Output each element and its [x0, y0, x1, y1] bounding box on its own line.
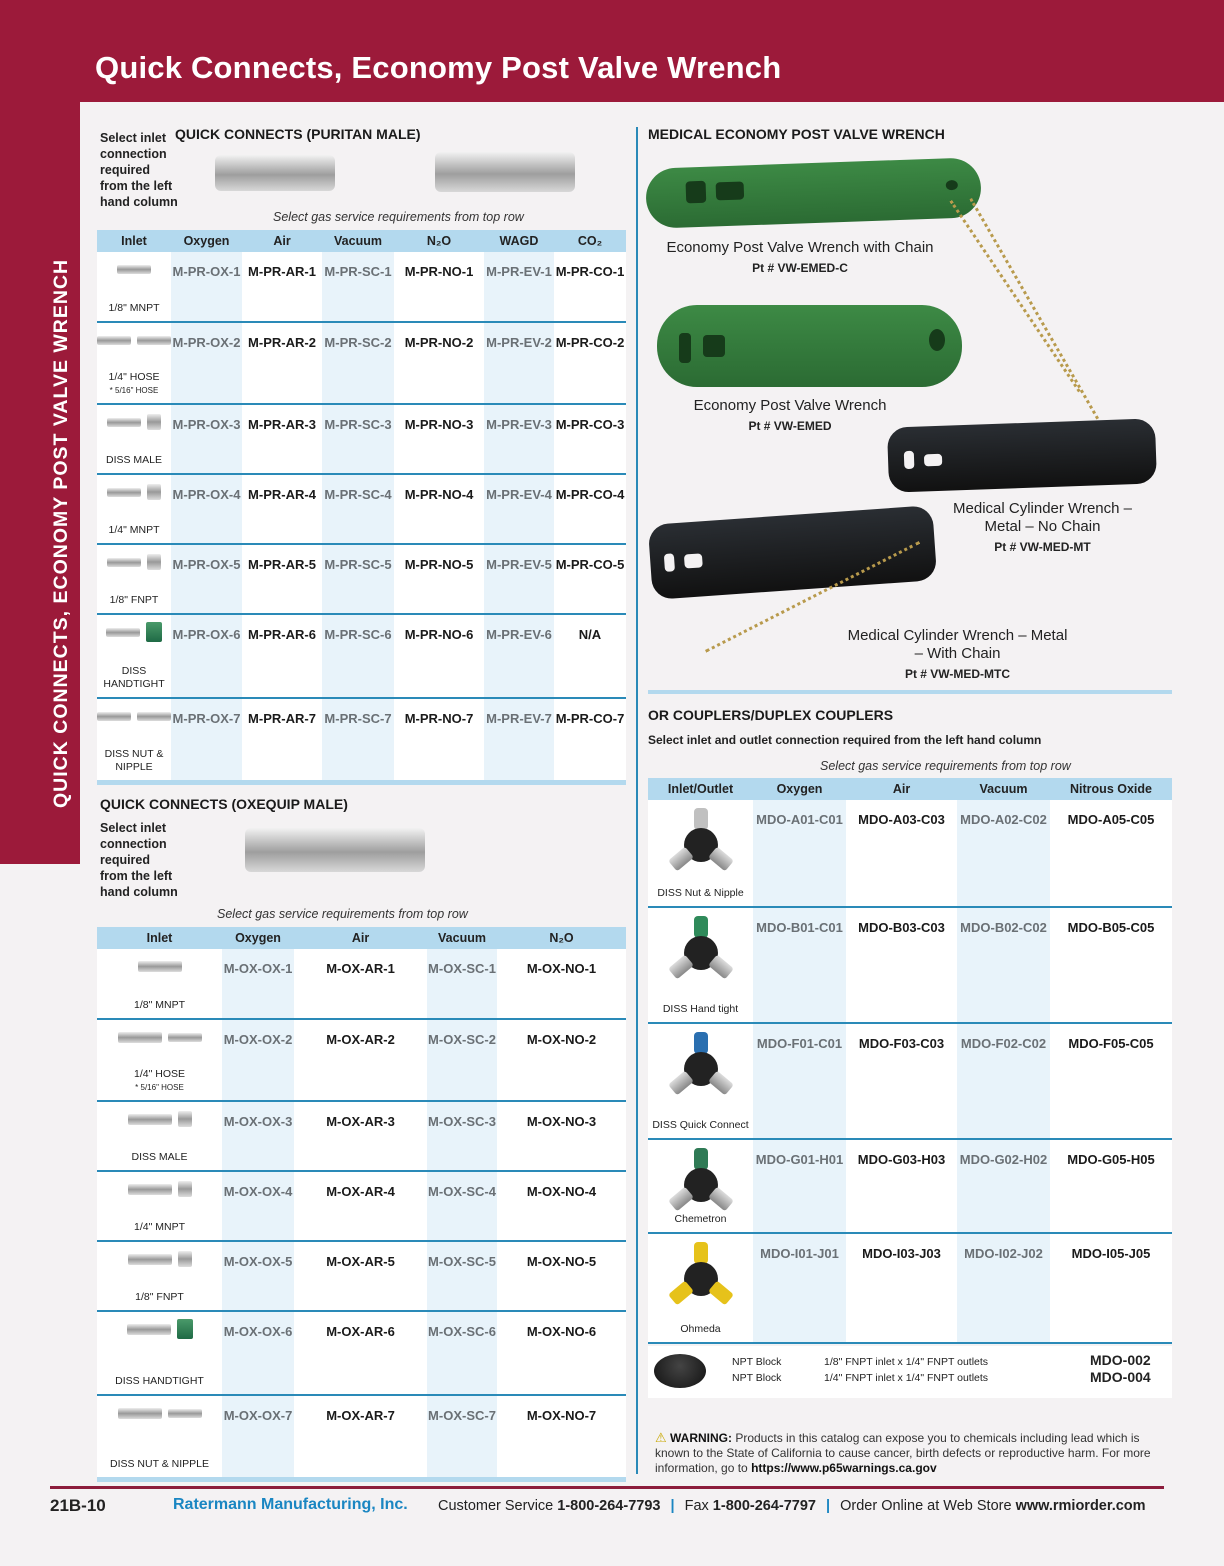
- part-number-cell: M-OX-SC-3: [427, 1101, 497, 1171]
- fax-number: 1-800-264-7797: [712, 1498, 816, 1514]
- part-number-cell: MDO-I03-J03: [846, 1233, 957, 1343]
- inlet-label: Ohmeda: [680, 1323, 721, 1335]
- npt-desc-2: 1/4" FNPT inlet x 1/4" FNPT outlets: [824, 1372, 989, 1384]
- part-number-cell: M-OX-SC-4: [427, 1171, 497, 1241]
- fitting-icon: [97, 1248, 222, 1270]
- couplers-subtitle: Select inlet and outlet connection required from the left hand column: [648, 733, 1042, 747]
- oxequip-hint: Select gas service requirements from top row: [217, 907, 468, 921]
- npt-block-image: [654, 1354, 706, 1388]
- oxequip-column-header: Inlet: [97, 927, 222, 949]
- part-number-cell: MDO-B01-C01: [753, 907, 846, 1023]
- puritan-column-header: N₂O: [394, 230, 484, 252]
- part-number-cell: M-OX-NO-7: [497, 1395, 626, 1479]
- table-row: [648, 1139, 1172, 1233]
- part-number-cell: MDO-A01-C01: [753, 800, 846, 907]
- table-row: [97, 614, 626, 698]
- inlet-label: 1/4" HOSE * 5/16" HOSE: [108, 371, 160, 395]
- part-number-cell: MDO-B03-C03: [846, 907, 957, 1023]
- part-number-cell: MDO-B05-C05: [1050, 907, 1172, 1023]
- part-number-cell: M-PR-NO-1: [394, 252, 484, 322]
- part-number-cell: M-OX-NO-4: [497, 1171, 626, 1241]
- fitting-icon: [97, 955, 222, 977]
- part-number-cell: M-PR-SC-1: [322, 252, 394, 322]
- puritan-fitting-image-1: [215, 155, 335, 191]
- inlet-cell: [97, 474, 171, 544]
- prop65-warning: ⚠ WARNING: Products in this catalog can expose you to chemicals including lead which is known to the State of California to cause cancer, birth defects or reproductive harm. For more information, go to https://www.p65warnings.ca.gov: [655, 1430, 1151, 1475]
- couplers-hint: Select gas service requirements from top row: [820, 759, 1071, 773]
- part-number-cell: MDO-F03-C03: [846, 1023, 957, 1139]
- part-number-cell: M-PR-NO-3: [394, 404, 484, 474]
- inlet-label: 1/8" MNPT: [108, 302, 160, 314]
- inlet-label: DISS HANDTIGHT: [103, 665, 165, 690]
- puritan-title: QUICK CONNECTS (PURITAN MALE): [175, 126, 421, 142]
- section-rule: [648, 690, 1172, 694]
- inlet-cell: [97, 322, 171, 404]
- part-number-cell: M-PR-CO-1: [554, 252, 626, 322]
- part-number-cell: M-OX-OX-3: [222, 1101, 294, 1171]
- inlet-cell: [648, 800, 753, 907]
- part-number-cell: M-OX-AR-2: [294, 1019, 427, 1101]
- part-number-cell: M-PR-CO-3: [554, 404, 626, 474]
- table-row: [97, 1171, 626, 1241]
- part-number-cell: MDO-I02-J02: [957, 1233, 1050, 1343]
- couplers-table: [648, 778, 1172, 1344]
- npt-part-2: MDO-004: [1090, 1369, 1151, 1385]
- table-row: [97, 404, 626, 474]
- npt-block-row: [648, 1346, 1172, 1398]
- inlet-cell: [97, 404, 171, 474]
- puritan-hint: Select gas service requirements from top row: [273, 210, 524, 224]
- table-row: [648, 907, 1172, 1023]
- part-number-cell: M-PR-SC-7: [322, 698, 394, 782]
- npt-label-2: NPT Block: [732, 1372, 782, 1384]
- part-number-cell: M-PR-CO-5: [554, 544, 626, 614]
- part-number-cell: M-PR-CO-7: [554, 698, 626, 782]
- part-number-cell: M-OX-OX-2: [222, 1019, 294, 1101]
- part-number-cell: M-OX-AR-7: [294, 1395, 427, 1479]
- fitting-icon: [97, 1178, 222, 1200]
- inlet-cell: [648, 907, 753, 1023]
- table-row: [648, 800, 1172, 907]
- fitting-icon: [97, 621, 171, 643]
- part-number-cell: M-OX-SC-7: [427, 1395, 497, 1479]
- table-row: [648, 1023, 1172, 1139]
- part-number-cell: M-PR-SC-5: [322, 544, 394, 614]
- inlet-label: DISS MALE: [131, 1151, 188, 1163]
- couplers-column-header: Air: [846, 778, 957, 800]
- part-number-cell: M-OX-OX-7: [222, 1395, 294, 1479]
- inlet-label: 1/4" MNPT: [108, 524, 160, 536]
- couplers-column-header: Inlet/Outlet: [648, 778, 753, 800]
- inlet-label: 1/8" MNPT: [134, 999, 185, 1011]
- part-number-cell: M-PR-EV-3: [484, 404, 554, 474]
- table-row: [97, 322, 626, 404]
- part-number-cell: M-OX-OX-4: [222, 1171, 294, 1241]
- footer-contact: Customer Service 1-800-264-7793 | Fax 1-800-264-7797 | Order Online at Web Store www.rmiorder.com: [438, 1498, 1146, 1514]
- npt-label-1: NPT Block: [732, 1356, 782, 1368]
- part-number-cell: M-PR-AR-1: [242, 252, 322, 322]
- part-number-cell: M-OX-AR-6: [294, 1311, 427, 1395]
- part-number-cell: M-PR-OX-4: [171, 474, 242, 544]
- wrench-image-green-chain: [645, 157, 982, 229]
- part-number-cell: M-PR-CO-4: [554, 474, 626, 544]
- page-number: 21B-10: [50, 1496, 106, 1515]
- part-number-cell: M-PR-EV-2: [484, 322, 554, 404]
- inlet-cell: [97, 1019, 222, 1101]
- inlet-cell: [97, 544, 171, 614]
- column-divider: [636, 127, 638, 1474]
- oxequip-column-header: N₂O: [497, 927, 626, 949]
- fitting-icon: [97, 1318, 222, 1340]
- inlet-label: DISS Nut & Nipple: [657, 887, 744, 899]
- inlet-label: 1/8" FNPT: [109, 594, 159, 606]
- part-number-cell: M-PR-NO-5: [394, 544, 484, 614]
- part-number-cell: M-PR-SC-3: [322, 404, 394, 474]
- part-number-cell: MDO-A03-C03: [846, 800, 957, 907]
- oxequip-table: [97, 927, 626, 1482]
- part-number-cell: M-PR-OX-1: [171, 252, 242, 322]
- puritan-column-header: Oxygen: [171, 230, 242, 252]
- puritan-instruction: Select inlet connection required from the left hand column: [100, 131, 178, 209]
- inlet-label: Chemetron: [674, 1213, 727, 1225]
- table-row: [97, 698, 626, 782]
- npt-desc-1: 1/8" FNPT inlet x 1/4" FNPT outlets: [824, 1356, 989, 1368]
- inlet-cell: [97, 614, 171, 698]
- inlet-cell: [648, 1023, 753, 1139]
- inlet-cell: [97, 1101, 222, 1171]
- part-number-cell: MDO-A05-C05: [1050, 800, 1172, 907]
- part-number-cell: M-PR-AR-6: [242, 614, 322, 698]
- part-number-cell: M-PR-NO-2: [394, 322, 484, 404]
- coupler-icon: [666, 1030, 736, 1100]
- part-number-cell: M-OX-OX-6: [222, 1311, 294, 1395]
- part-number-cell: M-OX-NO-5: [497, 1241, 626, 1311]
- inlet-label: DISS NUT & NIPPLE: [109, 1457, 209, 1470]
- coupler-icon: [666, 1146, 736, 1216]
- table-row: [97, 474, 626, 544]
- table-row: [97, 949, 626, 1019]
- part-number-cell: M-OX-AR-5: [294, 1241, 427, 1311]
- inlet-label: DISS NUT & NIPPLE: [104, 747, 164, 773]
- part-number-cell: M-PR-EV-4: [484, 474, 554, 544]
- puritan-column-header: CO₂: [554, 230, 626, 252]
- fitting-icon: [97, 551, 171, 573]
- wrench-image-green: [657, 305, 962, 387]
- side-tab-label: QUICK CONNECTS, ECONOMY POST VALVE WRENCH: [50, 258, 72, 808]
- part-number-cell: M-PR-AR-3: [242, 404, 322, 474]
- puritan-column-header: Vacuum: [322, 230, 394, 252]
- inlet-cell: [97, 1395, 222, 1479]
- fitting-icon: [97, 1026, 222, 1048]
- footer-rule: [50, 1486, 1164, 1489]
- fitting-icon: [97, 481, 171, 503]
- part-number-cell: M-OX-NO-3: [497, 1101, 626, 1171]
- part-number-cell: M-OX-OX-1: [222, 949, 294, 1019]
- warning-triangle-icon: ⚠: [655, 1430, 667, 1445]
- oxequip-column-header: Vacuum: [427, 927, 497, 949]
- part-number-cell: M-OX-SC-1: [427, 949, 497, 1019]
- part-number-cell: MDO-F01-C01: [753, 1023, 846, 1139]
- inlet-cell: [97, 1311, 222, 1395]
- couplers-column-header: Oxygen: [753, 778, 846, 800]
- table-row: [97, 544, 626, 614]
- couplers-title: OR COUPLERS/DUPLEX COUPLERS: [648, 707, 894, 723]
- fitting-icon: [97, 329, 171, 351]
- inlet-label: 1/4" MNPT: [134, 1221, 185, 1233]
- inlet-cell: [648, 1139, 753, 1233]
- inlet-cell: [97, 1241, 222, 1311]
- inlet-label: DISS HANDTIGHT: [115, 1375, 204, 1387]
- inlet-cell: [97, 252, 171, 322]
- table-row: [97, 252, 626, 322]
- part-number-cell: MDO-I05-J05: [1050, 1233, 1172, 1343]
- oxequip-column-header: Oxygen: [222, 927, 294, 949]
- table-row: [97, 1241, 626, 1311]
- inlet-label: DISS Hand tight: [662, 1003, 739, 1015]
- part-number-cell: M-PR-OX-7: [171, 698, 242, 782]
- coupler-icon: [666, 914, 736, 984]
- puritan-table: [97, 230, 626, 785]
- table-row: [97, 1101, 626, 1171]
- coupler-icon: [666, 806, 736, 876]
- inlet-label: 1/4" HOSE * 5/16" HOSE: [134, 1068, 185, 1092]
- inlet-label: 1/8" FNPT: [135, 1291, 184, 1303]
- wrench-image-metal: [887, 418, 1157, 492]
- inlet-label: DISS Quick Connect: [652, 1119, 749, 1131]
- oxequip-title: QUICK CONNECTS (OXEQUIP MALE): [100, 796, 348, 812]
- part-number-cell: M-PR-SC-6: [322, 614, 394, 698]
- inlet-cell: [97, 698, 171, 782]
- part-number-cell: MDO-G05-H05: [1050, 1139, 1172, 1233]
- part-number-cell: M-OX-SC-6: [427, 1311, 497, 1395]
- part-number-cell: M-OX-OX-5: [222, 1241, 294, 1311]
- part-number-cell: M-PR-OX-3: [171, 404, 242, 474]
- part-number-cell: M-OX-SC-2: [427, 1019, 497, 1101]
- couplers-column-header: Nitrous Oxide: [1050, 778, 1172, 800]
- inlet-cell: [97, 1171, 222, 1241]
- puritan-column-header: Air: [242, 230, 322, 252]
- part-number-cell: M-PR-SC-2: [322, 322, 394, 404]
- part-number-cell: MDO-G02-H02: [957, 1139, 1050, 1233]
- part-number-cell: M-PR-NO-7: [394, 698, 484, 782]
- oxequip-column-header: Air: [294, 927, 427, 949]
- part-number-cell: M-PR-OX-5: [171, 544, 242, 614]
- part-number-cell: MDO-B02-C02: [957, 907, 1050, 1023]
- npt-part-1: MDO-002: [1090, 1352, 1151, 1368]
- part-number-cell: MDO-A02-C02: [957, 800, 1050, 907]
- part-number-cell: M-OX-AR-1: [294, 949, 427, 1019]
- part-number-cell: M-PR-CO-2: [554, 322, 626, 404]
- coupler-icon: [666, 1240, 736, 1310]
- website-link[interactable]: www.rmiorder.com: [1015, 1498, 1146, 1514]
- company-name: Ratermann Manufacturing, Inc.: [173, 1496, 408, 1513]
- part-number-cell: M-OX-NO-2: [497, 1019, 626, 1101]
- warning-link[interactable]: https://www.p65warnings.ca.gov: [751, 1461, 937, 1475]
- part-number-cell: MDO-G03-H03: [846, 1139, 957, 1233]
- page-title: Quick Connects, Economy Post Valve Wrench: [95, 50, 782, 85]
- inlet-cell: [97, 949, 222, 1019]
- puritan-column-header: WAGD: [484, 230, 554, 252]
- part-number-cell: M-OX-NO-1: [497, 949, 626, 1019]
- inlet-cell: [648, 1233, 753, 1343]
- table-row: [97, 1311, 626, 1395]
- oxequip-instruction: Select inlet connection required from the left hand column: [100, 821, 178, 899]
- part-number-cell: M-PR-EV-5: [484, 544, 554, 614]
- table-row: [97, 1395, 626, 1479]
- part-number-cell: M-OX-AR-3: [294, 1101, 427, 1171]
- part-number-cell: M-PR-EV-7: [484, 698, 554, 782]
- part-number-cell: MDO-F05-C05: [1050, 1023, 1172, 1139]
- fitting-icon: [97, 705, 171, 727]
- part-number-cell: M-PR-AR-2: [242, 322, 322, 404]
- part-number-cell: MDO-F02-C02: [957, 1023, 1050, 1139]
- part-number-cell: M-PR-SC-4: [322, 474, 394, 544]
- fitting-icon: [97, 1402, 222, 1424]
- part-number-cell: M-PR-NO-4: [394, 474, 484, 544]
- wrench-caption-4: Medical Cylinder Wrench – Metal – With Chain Pt # VW-MED-MTC: [847, 627, 1068, 681]
- part-number-cell: M-PR-OX-2: [171, 322, 242, 404]
- fitting-icon: [97, 1108, 222, 1130]
- wrench-title: MEDICAL ECONOMY POST VALVE WRENCH: [648, 126, 945, 142]
- couplers-column-header: Vacuum: [957, 778, 1050, 800]
- part-number-cell: MDO-G01-H01: [753, 1139, 846, 1233]
- part-number-cell: M-PR-NO-6: [394, 614, 484, 698]
- puritan-fitting-image-2: [435, 152, 575, 192]
- oxequip-fitting-image: [245, 828, 425, 872]
- table-row: [648, 1233, 1172, 1343]
- part-number-cell: M-PR-EV-1: [484, 252, 554, 322]
- puritan-column-header: Inlet: [97, 230, 171, 252]
- wrench-caption-1: Economy Post Valve Wrench with Chain Pt # VW-EMED-C: [666, 239, 934, 275]
- part-number-cell: M-OX-AR-4: [294, 1171, 427, 1241]
- part-number-cell: N/A: [554, 614, 626, 698]
- part-number-cell: M-OX-SC-5: [427, 1241, 497, 1311]
- fitting-icon: [97, 411, 171, 433]
- inlet-label: DISS MALE: [105, 454, 163, 466]
- wrench-caption-2: Economy Post Valve Wrench Pt # VW-EMED: [693, 397, 887, 433]
- part-number-cell: M-OX-NO-6: [497, 1311, 626, 1395]
- part-number-cell: M-PR-AR-5: [242, 544, 322, 614]
- part-number-cell: M-PR-EV-6: [484, 614, 554, 698]
- table-row: [97, 1019, 626, 1101]
- fitting-icon: [97, 258, 171, 280]
- part-number-cell: MDO-I01-J01: [753, 1233, 846, 1343]
- customer-service-phone[interactable]: 1-800-264-7793: [557, 1498, 661, 1514]
- part-number-cell: M-PR-AR-4: [242, 474, 322, 544]
- part-number-cell: M-PR-OX-6: [171, 614, 242, 698]
- wrench-caption-3: Medical Cylinder Wrench – Metal – No Chain Pt # VW-MED-MT: [953, 500, 1132, 554]
- part-number-cell: M-PR-AR-7: [242, 698, 322, 782]
